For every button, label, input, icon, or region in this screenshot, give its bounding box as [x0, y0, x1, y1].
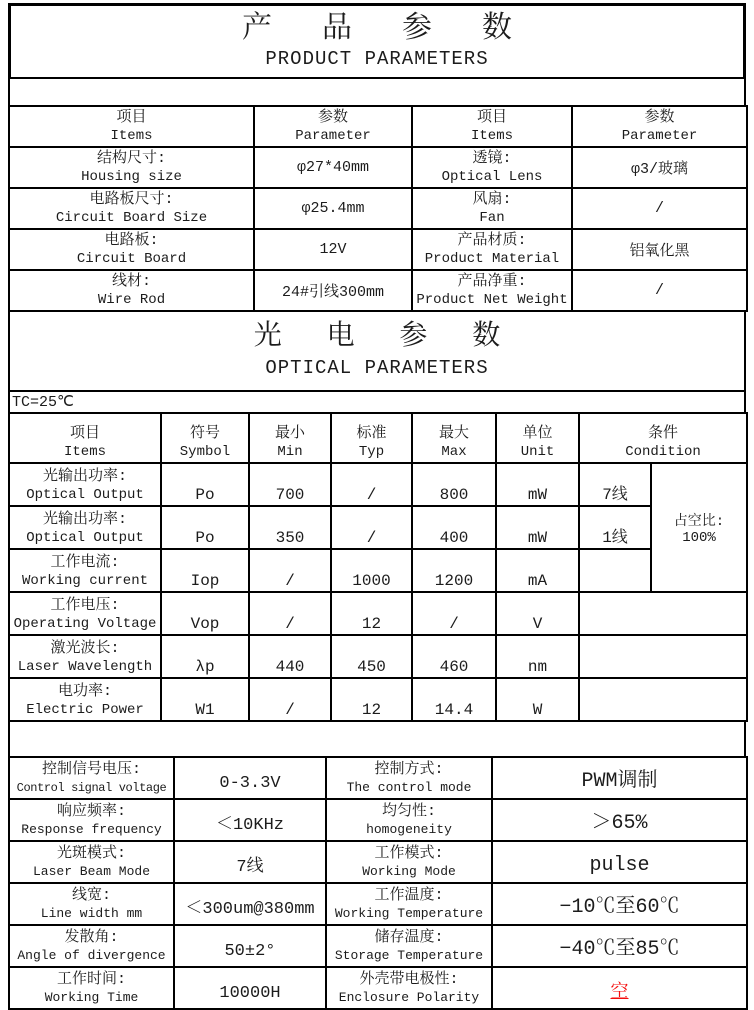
table-row	[9, 270, 747, 311]
page-title-zh: 产 品 参 数	[241, 12, 528, 47]
table-header-row	[9, 413, 747, 463]
product-material-label: 产品材质: Product Material	[412, 229, 572, 270]
table-row	[9, 757, 747, 799]
homogeneity-label: 均匀性: homogeneity	[326, 799, 492, 841]
unit-cell: mW	[496, 506, 579, 549]
typ-cell: 450	[331, 635, 412, 678]
header-min: 最小 Min	[249, 413, 331, 463]
symbol-cell: λp	[161, 635, 249, 678]
max-cell: 1200	[412, 549, 496, 592]
condition-cell: 7线	[579, 463, 651, 506]
optical-title-en: OPTICAL PARAMETERS	[265, 357, 489, 380]
unit-cell: V	[496, 592, 579, 635]
table-row	[9, 883, 747, 925]
symbol-cell: Vop	[161, 592, 249, 635]
optical-lens-label: 透镜: Optical Lens	[412, 147, 572, 188]
condition-cell	[579, 678, 747, 721]
min-cell: /	[249, 592, 331, 635]
header-label-en: Parameter	[295, 128, 371, 144]
product-parameters-table	[8, 105, 748, 312]
condition-cell	[579, 635, 747, 678]
net-weight-label: 产品净重: Product Net Weight	[412, 270, 572, 311]
symbol-cell: Iop	[161, 549, 249, 592]
min-cell: /	[249, 549, 331, 592]
net-weight-value: /	[572, 270, 747, 311]
storage-temperature-label: 储存温度: Storage Temperature	[326, 925, 492, 967]
circuit-board-value: 12V	[254, 229, 412, 270]
condition-cell: 1线	[579, 506, 651, 549]
table-row	[9, 592, 747, 635]
working-mode-label: 工作模式: Working Mode	[326, 841, 492, 883]
response-frequency-value: ＜10KHz	[174, 799, 326, 841]
duty-cycle-cell: 占空比: 100%	[651, 463, 747, 592]
wire-rod-label: 线材: Wire Rod	[9, 270, 254, 311]
control-signal-voltage-label: 控制信号电压: Control signal voltage	[9, 757, 174, 799]
header-items: 项目 Items	[9, 413, 161, 463]
header-label-en: Items	[110, 128, 153, 144]
header-label-en: Items	[470, 128, 513, 144]
circuit-board-size-label: 电路板尺寸: Circuit Board Size	[9, 188, 254, 229]
header-label-zh: 项目	[116, 109, 147, 126]
optical-output-1line-label: 光输出功率: Optical Output	[9, 506, 161, 549]
table-row	[9, 147, 747, 188]
working-temperature-label: 工作温度: Working Temperature	[326, 883, 492, 925]
circuit-board-label: 电路板: Circuit Board	[9, 229, 254, 270]
control-mode-label: 控制方式: The control mode	[326, 757, 492, 799]
header-typ: 标准 Typ	[331, 413, 412, 463]
working-time-label: 工作时间: Working Time	[9, 967, 174, 1009]
min-cell: 350	[249, 506, 331, 549]
table-row	[9, 506, 747, 549]
min-cell: 700	[249, 463, 331, 506]
laser-beam-mode-value: 7线	[174, 841, 326, 883]
header-label-zh: 参数	[644, 109, 675, 126]
table-header-row	[9, 106, 747, 147]
working-mode-value: pulse	[492, 841, 747, 883]
symbol-cell: W1	[161, 678, 249, 721]
symbol-cell: Po	[161, 506, 249, 549]
header-items-2	[412, 106, 572, 147]
typ-cell: /	[331, 463, 412, 506]
header-label-zh: 参数	[317, 109, 348, 126]
unit-cell: mA	[496, 549, 579, 592]
typ-cell: 1000	[331, 549, 412, 592]
table-row	[9, 188, 747, 229]
header-symbol: 符号 Symbol	[161, 413, 249, 463]
fan-value: /	[572, 188, 747, 229]
optical-parameters-header	[8, 310, 746, 392]
electric-power-label: 电功率: Electric Power	[9, 678, 161, 721]
control-signal-voltage-value: 0-3.3V	[174, 757, 326, 799]
optical-title-zh: 光 电 参 数	[253, 321, 515, 353]
line-width-label: 线宽: Line width mm	[9, 883, 174, 925]
page-title-en: PRODUCT PARAMETERS	[265, 47, 489, 70]
typ-cell: /	[331, 506, 412, 549]
control-parameters-table	[8, 756, 748, 1010]
spacer-box	[8, 77, 746, 107]
operating-voltage-label: 工作电压: Operating Voltage	[9, 592, 161, 635]
max-cell: 400	[412, 506, 496, 549]
max-cell: /	[412, 592, 496, 635]
header-max: 最大 Max	[412, 413, 496, 463]
enclosure-polarity-label: 外壳带电极性: Enclosure Polarity	[326, 967, 492, 1009]
homogeneity-value: ＞65%	[492, 799, 747, 841]
tc-condition-note: TC=25℃	[8, 390, 746, 414]
header-parameter-2	[572, 106, 747, 147]
line-width-value: ＜300um@380mm	[174, 883, 326, 925]
table-row	[9, 967, 747, 1009]
spacer-box	[8, 720, 746, 758]
unit-cell: W	[496, 678, 579, 721]
typ-cell: 12	[331, 678, 412, 721]
table-row	[9, 463, 747, 506]
header-condition: 条件 Condition	[579, 413, 747, 463]
optical-lens-value: φ3/玻璃	[572, 147, 747, 188]
table-row	[9, 799, 747, 841]
header-items-1	[9, 106, 254, 147]
laser-wavelength-label: 激光波长: Laser Wavelength	[9, 635, 161, 678]
unit-cell: nm	[496, 635, 579, 678]
working-temperature-value: −10℃至60℃	[492, 883, 747, 925]
header-parameter-1	[254, 106, 412, 147]
housing-size-label: 结构尺寸: Housing size	[9, 147, 254, 188]
header-unit: 单位 Unit	[496, 413, 579, 463]
table-row	[9, 635, 747, 678]
laser-beam-mode-label: 光斑模式: Laser Beam Mode	[9, 841, 174, 883]
table-row	[9, 549, 747, 592]
housing-size-value: φ27*40mm	[254, 147, 412, 188]
max-cell: 14.4	[412, 678, 496, 721]
enclosure-polarity-value: 空	[492, 967, 747, 1009]
product-material-value: 铝氧化黑	[572, 229, 747, 270]
table-row	[9, 925, 747, 967]
fan-label: 风扇: Fan	[412, 188, 572, 229]
table-row	[9, 229, 747, 270]
circuit-board-size-value: φ25.4mm	[254, 188, 412, 229]
header-label-en: Parameter	[621, 128, 698, 144]
max-cell: 460	[412, 635, 496, 678]
symbol-cell: Po	[161, 463, 249, 506]
max-cell: 800	[412, 463, 496, 506]
wire-rod-value: 24#引线300mm	[254, 270, 412, 311]
divergence-angle-label: 发散角: Angle of divergence	[9, 925, 174, 967]
working-time-value: 10000H	[174, 967, 326, 1009]
typ-cell: 12	[331, 592, 412, 635]
condition-cell	[579, 549, 651, 592]
condition-cell	[579, 592, 747, 635]
table-row	[9, 678, 747, 721]
optical-output-7line-label: 光输出功率: Optical Output	[9, 463, 161, 506]
divergence-angle-value: 50±2°	[174, 925, 326, 967]
control-mode-value: PWM调制	[492, 757, 747, 799]
unit-cell: mW	[496, 463, 579, 506]
response-frequency-label: 响应频率: Response frequency	[9, 799, 174, 841]
header-label-zh: 项目	[476, 109, 507, 126]
min-cell: /	[249, 678, 331, 721]
optical-parameters-table	[8, 412, 748, 722]
storage-temperature-value: −40℃至85℃	[492, 925, 747, 967]
working-current-label: 工作电流: Working current	[9, 549, 161, 592]
table-row	[9, 841, 747, 883]
min-cell: 440	[249, 635, 331, 678]
product-parameters-header	[8, 3, 746, 79]
